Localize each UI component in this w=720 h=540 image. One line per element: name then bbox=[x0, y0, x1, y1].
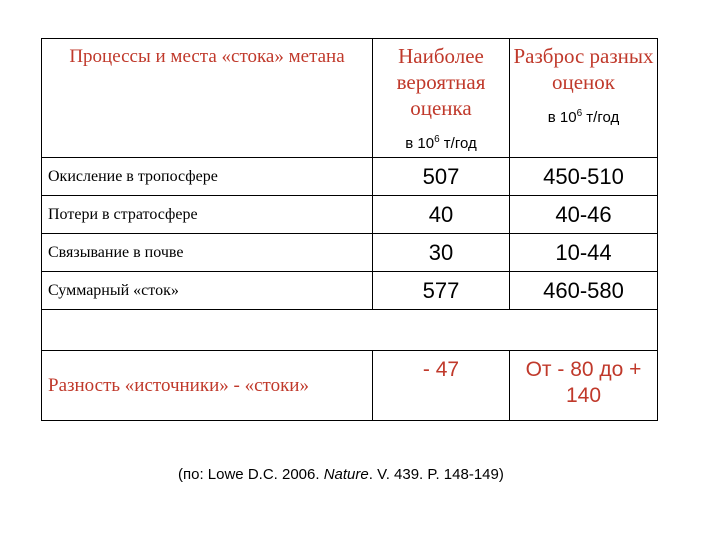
row-best: 40 bbox=[373, 196, 510, 234]
row-label: Потери в стратосфере bbox=[42, 196, 373, 234]
header-best-estimate: Наиболее вероятная оценка в $10^6$ т/год bbox=[373, 39, 510, 158]
table-row bbox=[42, 234, 658, 272]
row-best: 30 bbox=[373, 234, 510, 272]
header-range: Разброс разных оценок в $10^6$ т/год bbox=[510, 39, 658, 158]
reference-citation: (по: Lowe D.C. 2006. Nature. V. 439. P. 148-149) bbox=[178, 466, 504, 483]
difference-row bbox=[42, 351, 658, 421]
row-best: 507 bbox=[373, 158, 510, 196]
row-label: Суммарный «сток» bbox=[42, 272, 373, 310]
journal-name: Nature bbox=[323, 466, 369, 483]
unit-label: в $10^6$ т/год bbox=[547, 108, 620, 126]
table-row bbox=[42, 272, 658, 310]
row-range: 460-580 bbox=[510, 272, 658, 310]
header-processes: Процессы и места «стока» метана bbox=[42, 39, 373, 158]
table-row bbox=[42, 158, 658, 196]
spacer-row bbox=[42, 310, 658, 351]
row-range: 40-46 bbox=[510, 196, 658, 234]
methane-sinks-table bbox=[41, 38, 658, 421]
difference-best: - 47 bbox=[373, 351, 510, 421]
row-label: Связывание в почве bbox=[42, 234, 373, 272]
header-row bbox=[42, 39, 658, 158]
spacer-cell bbox=[373, 310, 510, 351]
unit-label: в $10^6$ т/год bbox=[405, 134, 477, 152]
row-range: 450-510 bbox=[510, 158, 658, 196]
row-range: 10-44 bbox=[510, 234, 658, 272]
row-best: 577 bbox=[373, 272, 510, 310]
table-row bbox=[42, 196, 658, 234]
row-label: Окисление в тропосфере bbox=[42, 158, 373, 196]
difference-label: Разность «источники» - «стоки» bbox=[42, 351, 373, 421]
spacer-cell bbox=[510, 310, 658, 351]
spacer-cell bbox=[42, 310, 373, 351]
difference-range: От - 80 до + 140 bbox=[510, 351, 658, 421]
